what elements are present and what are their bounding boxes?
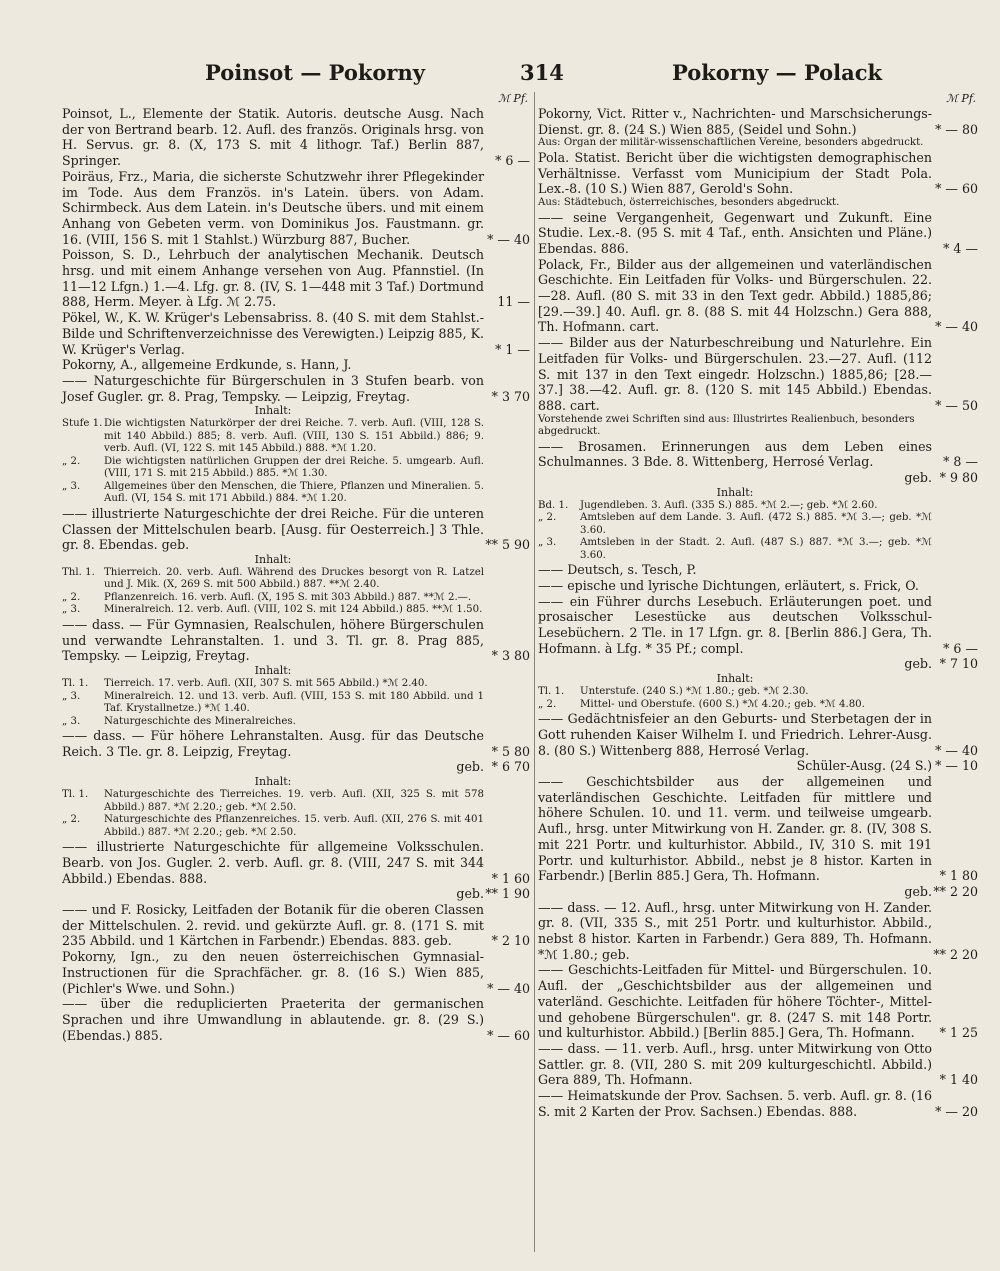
entry-price: * 1 80 <box>939 868 978 884</box>
bibliography-entry <box>62 949 530 996</box>
entry-text: Pökel, W., K. W. Krüger's Lebensabriss. 8. (40 S. mit dem Stahlst.-Bilde und Schriftenverzeichnisse des Verewigten.) Leipzig 885, K. W. Krüger's Verlag. <box>62 310 484 357</box>
volume-description: Pflanzenreich. 16. verb. Aufl. (X, 195 S. mit 303 Abbild.) 887. **ℳ 2.—. <box>104 591 472 603</box>
bibliography-entry <box>538 150 978 197</box>
bibliography-entry <box>62 759 530 775</box>
entry-price: * 6 — <box>495 153 530 169</box>
volume-description: Naturgeschichte des Tierreiches. 19. verb. Aufl. (XII, 325 S. mit 578 Abbild.) 887. *ℳ 2.20.; geb. *ℳ 2.50. <box>104 789 484 813</box>
entry-price: * 9 80 <box>939 470 978 486</box>
entry-price: ** 1 90 <box>485 886 530 902</box>
source-note: Vorstehende zwei Schriften sind aus: Illustrirtes Realienbuch, besonders abgedruckt. <box>538 413 915 438</box>
contents-line <box>62 716 530 729</box>
entry-text: Polack, Fr., Bilder aus der allgemeinen und vaterländischen Geschichte. Ein Leitfaden für Volks- und Bürgerschulen. 22.—28. Aufl. (80 S. mit 33 in den Text gedr. Abbild.) 1885,86; [29.—39.] 40. Aufl. gr. 8. (88 S. mit 44 Holzschn.) Gera 888, Th. Hofmann. cart. <box>538 256 932 335</box>
contents-line <box>538 699 978 712</box>
volume-label: Tl. 1. <box>62 678 89 690</box>
bibliography-entry <box>538 578 978 594</box>
entry-text: —— Gedächtnisfeier an den Geburts- und Sterbetagen der in Gott ruhenden Kaiser Wilhelm I. und Friedrich. Lehrer-Ausg. 8. (80 S.) Wittenberg 888, Herrosé Verlag. <box>538 711 932 758</box>
entry-price: * — 60 <box>487 1027 530 1043</box>
bibliography-entry <box>538 257 978 336</box>
entry-text: —— über die reduplicierten Praeterita der germanischen Sprachen und ihre Umwandlung in ablautende. gr. 8. (29 S.) (Ebendas.) 885. <box>62 996 484 1043</box>
entry-price: * 7 10 <box>939 656 978 672</box>
entry-text: —— dass. — Für höhere Lehranstalten. Ausg. für das Deutsche Reich. 3 Tle. gr. 8. Leipzig, Freytag. <box>62 728 484 759</box>
bibliography-entry <box>538 884 978 900</box>
entry-text: —— Bilder aus der Naturbeschreibung und Naturlehre. Ein Leitfaden für Volks- und Bürgerschulen. 23.—27. Aufl. (112 S. mit 137 in den Text eingedr. Holzschn.) 1885,86; [28.—37.] 38.—42. Aufl. gr. 8. (120 S. mit 145 Abbild.) Ebendas. 888. cart. <box>538 335 932 413</box>
bibliography-entry <box>62 247 530 310</box>
volume-description: Naturgeschichte des Mineralreiches. <box>104 715 296 727</box>
bibliography-entry <box>62 310 530 357</box>
contents-line <box>62 418 530 456</box>
left-entries <box>62 106 530 1043</box>
entry-text: Pokorny, Ign., zu den neuen österreichischen Gymnasial-Instructionen für die Sprachfächer. gr. 8. (16 S.) Wien 885, (Pichler's Wwe. und Sohn.) <box>62 949 484 996</box>
volume-description: Amtsleben auf dem Lande. 3. Aufl. (472 S.) 885. *ℳ 3.—; geb. *ℳ 3.60. <box>580 512 932 536</box>
volume-label: „ 3. <box>538 537 557 549</box>
bibliography-entry <box>62 902 530 949</box>
bibliography-entry <box>538 106 978 137</box>
entry-text: geb. <box>904 470 932 486</box>
volume-label: Tl. 1. <box>62 789 89 801</box>
contents-line <box>62 814 530 839</box>
bibliography-entry <box>62 617 530 664</box>
entry-text: —— dass. — 12. Aufl., hrsg. unter Mitwirkung von H. Zander. gr. 8. (VII, 335 S., mit 251 Portr. und kulturhistor. Abbild., nebst 8 histor. Karten in Farbendr.) Gera 889, Th. Hofmann. *ℳ 1.80.; geb. <box>538 899 932 962</box>
volume-description: Unterstufe. (240 S.) *ℳ 1.80.; geb. *ℳ 2.30. <box>580 686 809 698</box>
volume-description: Thierreich. 20. verb. Aufl. Während des Druckes besorgt von R. Latzel und J. Mik. (X, 269 S. mit 500 Abbild.) 887. **ℳ 2.40. <box>104 566 484 591</box>
entry-price: * 6 70 <box>491 759 530 775</box>
volume-label: Tl. 1. <box>538 686 565 698</box>
currency-header-left: ℳ Pf. <box>498 92 528 105</box>
entry-text: geb. <box>456 759 484 775</box>
entry-text: geb. <box>904 883 932 899</box>
entry-text: Schüler-Ausg. (24 S.) <box>796 758 932 774</box>
contents-heading: Inhalt: <box>716 672 754 686</box>
volume-description: Allgemeines über den Menschen, die Thiere, Pflanzen und Mineralien. 5. Aufl. (VI, 154 S. mit 171 Abbild.) 884. *ℳ 1.20. <box>104 480 484 505</box>
entry-price: * 8 — <box>943 454 978 470</box>
currency-header-right: ℳ Pf. <box>946 92 976 105</box>
entry-price: * — 80 <box>935 121 978 137</box>
entry-price: * 1 — <box>495 341 530 357</box>
entry-price: * 1 40 <box>939 1072 978 1088</box>
entry-price: ** 2 20 <box>933 883 978 899</box>
contents-line <box>538 500 978 513</box>
contents-heading: Inhalt: <box>254 552 292 566</box>
volume-description: Jugendleben. 3. Aufl. (335 S.) 885. *ℳ 2.—; geb. *ℳ 2.60. <box>580 499 878 511</box>
volume-label: „ 3. <box>62 715 81 727</box>
contents-line <box>62 678 530 691</box>
bibliography-entry <box>538 656 978 672</box>
contents-line <box>62 691 530 716</box>
source-note: Aus: Organ der militär-wissenschaftlichen Vereine, besonders abgedruckt. <box>538 137 924 149</box>
entry-text: —— und F. Rosicky, Leitfaden der Botanik für die oberen Classen der Mittelschulen. 2. revid. und gekürzte Aufl. gr. 8. (171 S. mit 235 Abbild. und 1 Kärtchen in Farbendr.) Ebendas. 883. geb. <box>62 902 484 949</box>
entry-price: * 6 — <box>943 640 978 656</box>
page-number: 314 <box>520 60 564 85</box>
entry-price: * 3 80 <box>491 648 530 664</box>
bibliography-entry <box>538 1041 978 1088</box>
entry-text: Pokorny, Vict. Ritter v., Nachrichten- und Marschsicherungs-Dienst. gr. 8. (24 S.) Wien 885, (Seidel und Sohn.) <box>538 106 932 137</box>
bibliography-entry <box>62 169 530 248</box>
entry-text: —— Brosamen. Erinnerungen aus dem Leben eines Schulmannes. 3 Bde. 8. Wittenberg, Herrosé Verlag. <box>538 438 932 470</box>
bibliography-entry <box>538 1088 978 1119</box>
entry-text: Poisson, S. D., Lehrbuch der analytischen Mechanik. Deutsch hrsg. und mit einem Anhange versehen von Aug. Pfannstiel. (In 11—12 Lfgn.) 1.—4. Lfg. gr. 8. (IV, S. 1—448 mit 3 Taf.) Dortmund 888, Herm. Meyer. à Lfg. ℳ 2.75. <box>62 247 484 310</box>
volume-label: „ 2. <box>62 591 81 603</box>
right-column <box>538 92 978 1119</box>
bibliography-entry <box>538 210 978 257</box>
entry-price: * — 40 <box>935 742 978 758</box>
volume-label: Stufe 1. <box>62 418 103 430</box>
bibliography-entry <box>538 335 978 414</box>
entry-text: —— Deutsch, s. Tesch, P. <box>538 562 697 578</box>
entry-price: * — 50 <box>935 397 978 413</box>
entry-price: * 4 — <box>943 240 978 256</box>
bibliography-entry <box>62 996 530 1043</box>
volume-label: „ 3. <box>62 604 81 616</box>
column-divider <box>534 92 535 1252</box>
contents-line <box>538 537 978 562</box>
bibliography-entry <box>538 711 978 758</box>
entry-text: Pokorny, A., allgemeine Erdkunde, s. Hann, J. <box>62 357 352 373</box>
bibliography-entry <box>538 962 978 1041</box>
contents-line <box>62 592 530 605</box>
contents-line <box>62 789 530 814</box>
volume-label: „ 2. <box>62 455 81 467</box>
source-note: Aus: Städtebuch, österreichisches, besonders abgedruckt. <box>538 197 840 209</box>
contents-line <box>538 512 978 537</box>
entry-price: 11 — <box>497 294 530 310</box>
contents-heading: Inhalt: <box>716 485 754 499</box>
entry-text: —— seine Vergangenheit, Gegenwart und Zukunft. Eine Studie. Lex.-8. (95 S. mit 4 Taf., enth. Ansichten und Pläne.) Ebendas. 886. <box>538 209 932 256</box>
left-column <box>62 92 530 1043</box>
entry-price: * — 40 <box>935 319 978 335</box>
volume-description: Naturgeschichte des Pflanzenreiches. 15. verb. Aufl. (XII, 276 S. mit 401 Abbild.) 887. *ℳ 2.20.; geb. *ℳ 2.50. <box>104 814 484 838</box>
contents-heading: Inhalt: <box>254 775 292 789</box>
entry-price: ** 2 20 <box>933 946 978 962</box>
volume-label: Thl. 1. <box>62 566 95 578</box>
entry-text: Poinsot, L., Elemente der Statik. Autoris. deutsche Ausg. Nach der von Bertrand bearb. 12. Aufl. des französ. Originals hrsg. von H. Servus. gr. 8. (X, 173 S. mit 4 lithogr. Taf.) Berlin 887, Springer. <box>62 106 484 169</box>
bibliography-entry <box>538 562 978 578</box>
volume-description: Tierreich. 17. verb. Aufl. (XII, 307 S. mit 565 Abbild.) *ℳ 2.40. <box>104 678 428 690</box>
entry-price: * 1 25 <box>939 1025 978 1041</box>
bibliography-entry <box>538 774 978 884</box>
entry-price: * 5 80 <box>491 743 530 759</box>
entry-text: —— Heimatskunde der Prov. Sachsen. 5. verb. Aufl. gr. 8. (16 S. mit 2 Karten der Prov. Sachsen.) Ebendas. 888. <box>538 1088 932 1119</box>
bibliography-entry <box>538 900 978 963</box>
volume-description: Mittel- und Oberstufe. (600 S.) *ℳ 4.20.; geb. *ℳ 4.80. <box>580 698 865 710</box>
volume-label: „ 2. <box>538 698 557 710</box>
bibliography-entry <box>62 357 530 373</box>
entry-text: —— dass. — Für Gymnasien, Realschulen, höhere Bürgerschulen und verwandte Lehranstalten. 1. und 3. Tl. gr. 8. Prag 885, Tempsky. — Leipzig, Freytag. <box>62 616 484 664</box>
contents-line <box>62 481 530 506</box>
bibliography-entry <box>538 470 978 486</box>
contents-line <box>62 604 530 617</box>
volume-description: Mineralreich. 12. und 13. verb. Aufl. (VIII, 153 S. mit 180 Abbild. und 1 Taf. Krystallnetze.) *ℳ 1.40. <box>104 690 484 715</box>
bibliography-entry <box>62 373 530 404</box>
contents-heading: Inhalt: <box>254 404 292 418</box>
entry-price: * 2 10 <box>491 933 530 949</box>
contents-heading: Inhalt: <box>254 664 292 678</box>
entry-text: geb. <box>904 656 932 672</box>
entry-text: —— Naturgeschichte für Bürgerschulen in 3 Stufen bearb. von Josef Gugler. gr. 8. Prag, Tempsky. — Leipzig, Freytag. <box>62 372 484 404</box>
entry-price: * — 40 <box>487 980 530 996</box>
entry-text: —— ein Führer durchs Lesebuch. Erläuterungen poet. und prosaischer Lesestücke aus deutschen Volksschul-Lesebüchern. 2 Tle. in 17 Lfgn. gr. 8. [Berlin 886.] Gera, Th. Hofmann. à Lfg. * 35 Pf.; compl. <box>538 593 932 656</box>
contents-line <box>538 686 978 699</box>
bibliography-entry <box>538 439 978 470</box>
entry-text: —— Geschichtsbilder aus der allgemeinen und vaterländischen Geschichte. Leitfaden für mittlere und höhere Schulen. 10. und 11. verm. und teilweise umgearb. Aufl., hrsg. unter Mitwirkung von H. Zander. gr. 8. (IV, 308 S. mit 221 Portr. und kulturhistor. Abbild., IV, 310 S. mit 191 Portr. und kulturhistor. Abbild., nebst je 8 histor. Karten in Farbendr.) [Berlin 885.] Gera, Th. Hofmann. <box>538 774 932 884</box>
entry-text: geb. <box>456 886 484 902</box>
bibliography-entry <box>62 886 530 902</box>
volume-description: Mineralreich. 12. verb. Aufl. (VIII, 102 S. mit 124 Abbild.) 885. **ℳ 1.50. <box>104 604 483 616</box>
contents-line <box>62 456 530 481</box>
right-entries <box>538 106 978 1119</box>
volume-label: „ 3. <box>62 480 81 492</box>
bibliography-entry <box>62 106 530 169</box>
bibliography-entry <box>538 594 978 657</box>
entry-price: * — 40 <box>487 231 530 247</box>
volume-description: Amtsleben in der Stadt. 2. Aufl. (487 S.) 887. *ℳ 3.—; geb. *ℳ 3.60. <box>580 537 932 561</box>
page-header <box>0 60 1000 90</box>
volume-label: „ 3. <box>62 690 81 702</box>
volume-description: Die wichtigsten natürlichen Gruppen der drei Reiche. 5. umgearb. Aufl. (VIII, 171 S. mit 215 Abbild.) 885. *ℳ 1.30. <box>104 455 484 480</box>
entry-price: * — 20 <box>935 1103 978 1119</box>
bibliography-entry <box>62 839 530 886</box>
running-head-left: Poinsot — Pokorny <box>205 60 425 85</box>
volume-label: „ 2. <box>62 814 81 826</box>
bibliography-entry <box>538 758 978 774</box>
volume-label: Bd. 1. <box>538 499 569 511</box>
entry-text: Pola. Statist. Bericht über die wichtigsten demographischen Verhältnisse. Verfasst vom Municipium der Stadt Pola. Lex.-8. (10 S.) Wien 887, Gerold's Sohn. <box>538 149 932 197</box>
entry-price: ** 5 90 <box>485 537 530 553</box>
bibliography-entry <box>62 728 530 759</box>
entry-price: * 3 70 <box>491 388 530 404</box>
entry-text: Poiräus, Frz., Maria, die sicherste Schutzwehr ihrer Pflegekinder im Tode. Aus dem Französ. in's Latein. übers. von Adam. Schirmbeck. Aus dem Latein. in's Deutsche übers. und mit einem Anhang von Gebeten verm. von Dominikus Jos. Faustmann. gr. 16. (VIII, 156 S. mit 1 Stahlst.) Würzburg 887, Bucher. <box>62 168 484 247</box>
bibliography-entry <box>62 506 530 553</box>
contents-line <box>62 567 530 592</box>
entry-text: —— dass. — 11. verb. Aufl., hrsg. unter Mitwirkung von Otto Sattler. gr. 8. (VII, 280 S. mit 209 kulturgeschichtl. Abbild.) Gera 889, Th. Hofmann. <box>538 1040 932 1088</box>
entry-text: —— illustrierte Naturgeschichte der drei Reiche. Für die unteren Classen der Mittelschulen bearb. [Ausg. für Oesterreich.] 3 Thle. gr. 8. Ebendas. geb. <box>62 505 484 553</box>
entry-text: —— Geschichts-Leitfaden für Mittel- und Bürgerschulen. 10. Aufl. der „Geschichtsbilder aus der allgemeinen und vaterländ. Geschichte. Leitfaden für höhere Töchter-, Mittel- und gehobene Bürgerschulen". gr. 8. (247 S. mit 148 Portr. und kulturhistor. Abbild.) [Berlin 885.] Gera, Th. Hofmann. <box>538 962 932 1041</box>
entry-price: * — 10 <box>935 758 978 774</box>
entry-price: * — 60 <box>935 181 978 197</box>
running-head-right: Pokorny — Polack <box>672 60 883 85</box>
entry-price: * 1 60 <box>491 870 530 886</box>
volume-description: Die wichtigsten Naturkörper der drei Reiche. 7. verb. Aufl. (VIII, 128 S. mit 140 Abbild.) 885; 8. verb. Aufl. (VIII, 130 S. 151 Abbild.) 886; 9. verb. Aufl. (VI, 122 S. mit 145 Abbild.) 888. *ℳ 1.20. <box>104 418 484 455</box>
entry-text: —— illustrierte Naturgeschichte für allgemeine Volksschulen. Bearb. von Jos. Gugler. 2. verb. Aufl. gr. 8. (VIII, 247 S. mit 344 Abbild.) Ebendas. 888. <box>62 839 484 886</box>
entry-text: —— epische und lyrische Dichtungen, erläutert, s. Frick, O. <box>538 577 919 593</box>
volume-label: „ 2. <box>538 512 557 524</box>
